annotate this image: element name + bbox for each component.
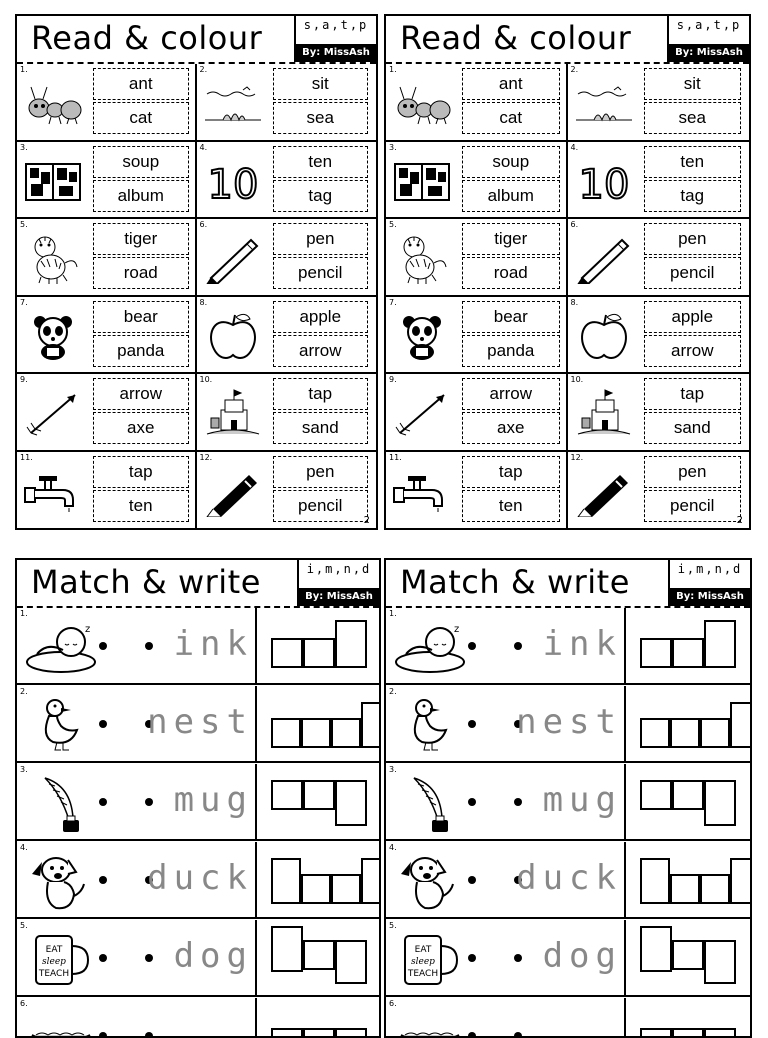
- tiger-icon: [392, 233, 452, 285]
- arrow-icon: [23, 388, 83, 440]
- letter-box[interactable]: [640, 780, 672, 810]
- word-cell: [17, 374, 197, 452]
- svg-text:EAT: EAT: [45, 945, 63, 955]
- album-icon: [23, 156, 83, 208]
- letter-box[interactable]: [700, 874, 730, 904]
- word-option[interactable]: ten: [644, 146, 742, 178]
- match-dot[interactable]: [99, 1032, 107, 1038]
- sleeping-baby-icon: [392, 618, 468, 678]
- word-option[interactable]: tap: [273, 378, 369, 410]
- item-number: 5.: [389, 220, 397, 230]
- focus-letters: i,m,n,d: [677, 562, 743, 576]
- item-number: 6.: [20, 999, 28, 1008]
- letter-box[interactable]: [271, 638, 303, 668]
- match-row: [386, 686, 750, 763]
- item-number: 7.: [389, 297, 397, 307]
- duck-icon: [392, 696, 468, 756]
- item-number: 3.: [389, 142, 397, 152]
- item-number: 8.: [199, 297, 208, 307]
- word-option[interactable]: sand: [644, 412, 742, 444]
- word-cell: [568, 142, 750, 220]
- ten-icon: [574, 156, 634, 208]
- pencil-icon: [203, 233, 263, 285]
- letter-box[interactable]: [672, 780, 704, 810]
- svg-text:10: 10: [578, 161, 629, 204]
- apple-icon: [203, 311, 263, 363]
- svg-text:10: 10: [207, 161, 258, 204]
- word-option[interactable]: arrow: [644, 335, 742, 367]
- letter-box[interactable]: [640, 858, 670, 904]
- match-left-column: [386, 998, 626, 1038]
- match-row: [17, 842, 379, 919]
- word-cell: [197, 297, 377, 375]
- word-option[interactable]: tiger: [462, 223, 560, 255]
- dog-icon: [23, 852, 99, 912]
- item-number: 8.: [570, 297, 579, 307]
- letter-box[interactable]: [670, 874, 700, 904]
- word-option[interactable]: axe: [93, 412, 189, 444]
- letter-box[interactable]: [335, 620, 367, 668]
- word-grid: [17, 64, 376, 528]
- letter-box[interactable]: [640, 718, 670, 748]
- word-option[interactable]: pencil: [273, 490, 369, 522]
- word-cell: [197, 452, 377, 530]
- word-option[interactable]: sea: [273, 102, 369, 134]
- svg-text:TEACH: TEACH: [38, 969, 70, 979]
- match-left-column: [386, 842, 626, 917]
- page-number: 2: [736, 515, 743, 526]
- match-left-column: [386, 608, 626, 683]
- match-dot[interactable]: [468, 720, 476, 728]
- word-option[interactable]: panda: [93, 335, 189, 367]
- mug-icon: [23, 930, 99, 990]
- letter-box[interactable]: [640, 926, 672, 972]
- ant-icon: [392, 78, 452, 130]
- word-option[interactable]: tap: [644, 378, 742, 410]
- item-number: 6.: [199, 220, 208, 230]
- word-option[interactable]: axe: [462, 412, 560, 444]
- item-number: 1.: [389, 65, 397, 74]
- trace-word: nest: [516, 702, 622, 742]
- word-option[interactable]: soup: [93, 146, 189, 178]
- word-option[interactable]: sea: [644, 102, 742, 134]
- letter-box[interactable]: [271, 1028, 303, 1038]
- word-cell: [197, 374, 377, 452]
- word-cell: [17, 452, 197, 530]
- word-option[interactable]: ten: [93, 490, 189, 522]
- word-cell: [386, 219, 568, 297]
- word-option[interactable]: album: [93, 180, 189, 212]
- word-option[interactable]: ant: [462, 68, 560, 100]
- trace-word: dog: [173, 936, 253, 976]
- letter-box[interactable]: [704, 940, 736, 984]
- word-cell: [386, 297, 568, 375]
- letter-tag: [297, 560, 379, 606]
- pencil-icon: [574, 233, 634, 285]
- word-option[interactable]: tag: [644, 180, 742, 212]
- letter-box[interactable]: [271, 926, 303, 972]
- word-option[interactable]: tap: [93, 456, 189, 488]
- word-cell: [568, 64, 750, 142]
- trace-word: dog: [542, 936, 622, 976]
- match-dot[interactable]: [99, 642, 107, 650]
- ant-icon: [23, 78, 83, 130]
- sheet-title: Read & colour: [31, 19, 263, 57]
- match-row: [17, 920, 379, 997]
- word-cell: [17, 64, 197, 142]
- svg-text:z: z: [85, 624, 91, 635]
- word-option[interactable]: tiger: [93, 223, 189, 255]
- read-colour-sheet-left: [15, 14, 378, 530]
- match-left-column: [386, 686, 626, 761]
- svg-text:sleep: sleep: [411, 957, 435, 967]
- word-option[interactable]: apple: [273, 301, 369, 333]
- letter-box[interactable]: [730, 858, 752, 904]
- word-option[interactable]: pencil: [644, 257, 742, 289]
- item-number: 4.: [20, 843, 28, 852]
- letter-box[interactable]: [303, 638, 335, 668]
- letter-box[interactable]: [704, 1028, 736, 1038]
- word-option[interactable]: pencil: [273, 257, 369, 289]
- match-dot[interactable]: [99, 720, 107, 728]
- letter-box[interactable]: [301, 874, 331, 904]
- sheet-title: Read & colour: [400, 19, 632, 57]
- word-cell: [386, 452, 568, 530]
- tap-icon: [23, 466, 83, 518]
- item-number: 2.: [199, 65, 208, 74]
- letter-box[interactable]: [672, 638, 704, 668]
- item-number: 10.: [570, 375, 584, 385]
- match-write-sheet-right: [384, 558, 752, 1038]
- match-left-column: [17, 764, 257, 839]
- word-cell: [17, 297, 197, 375]
- author-byline: By: MissAsh: [296, 44, 376, 62]
- match-row: [386, 998, 750, 1038]
- word-cell: [197, 64, 377, 142]
- word-option[interactable]: arrow: [273, 335, 369, 367]
- letter-box[interactable]: [640, 1028, 672, 1038]
- svg-text:TEACH: TEACH: [407, 969, 439, 979]
- word-grid: [386, 64, 749, 528]
- sea-icon: [574, 78, 634, 130]
- match-left-column: [17, 842, 257, 917]
- word-cell: [568, 374, 750, 452]
- svg-text:EAT: EAT: [414, 945, 432, 955]
- item-number: 6.: [389, 999, 397, 1008]
- pen-icon: [574, 466, 634, 518]
- trace-word: mug: [542, 780, 622, 820]
- word-option[interactable]: arrow: [462, 378, 560, 410]
- trace-word: ink: [542, 624, 622, 664]
- item-number: 11.: [20, 453, 33, 462]
- trace-word: mug: [173, 780, 253, 820]
- match-left-column: [386, 920, 626, 995]
- sheet-header: [17, 560, 379, 608]
- match-row: [17, 608, 379, 685]
- item-number: 2.: [570, 65, 579, 74]
- item-number: 12.: [199, 453, 213, 462]
- word-option[interactable]: panda: [462, 335, 560, 367]
- letter-box[interactable]: [730, 702, 752, 748]
- letter-box[interactable]: [361, 858, 381, 904]
- sleeping-baby-icon: [23, 618, 99, 678]
- letter-box[interactable]: [335, 1028, 367, 1038]
- item-number: 1.: [389, 609, 397, 618]
- author-byline: By: MissAsh: [670, 588, 750, 606]
- item-number: 4.: [570, 142, 579, 152]
- item-number: 1.: [20, 65, 28, 74]
- letter-box[interactable]: [331, 874, 361, 904]
- letter-box[interactable]: [271, 718, 301, 748]
- trace-word: ink: [173, 624, 253, 664]
- match-row: [17, 764, 379, 841]
- word-cell: [386, 142, 568, 220]
- arrow-icon: [392, 388, 452, 440]
- word-option[interactable]: pen: [273, 456, 369, 488]
- match-dot[interactable]: [514, 1032, 522, 1038]
- match-dot[interactable]: [145, 1032, 153, 1038]
- dog-icon: [392, 852, 468, 912]
- letter-tag: [668, 560, 750, 606]
- letter-box[interactable]: [301, 718, 331, 748]
- word-cell: [197, 219, 377, 297]
- svg-text:sleep: sleep: [42, 957, 66, 967]
- nest-icon: [392, 1008, 468, 1038]
- word-option[interactable]: bear: [93, 301, 189, 333]
- word-cell: [568, 297, 750, 375]
- letter-box[interactable]: [704, 780, 736, 826]
- word-cell: [568, 219, 750, 297]
- letter-box[interactable]: [335, 940, 367, 984]
- match-left-column: [17, 686, 257, 761]
- letter-box[interactable]: [271, 858, 301, 904]
- letter-tag: [667, 16, 749, 62]
- match-row: [386, 764, 750, 841]
- word-option[interactable]: bear: [462, 301, 560, 333]
- tap-icon: [392, 466, 452, 518]
- match-dot[interactable]: [468, 954, 476, 962]
- duck-icon: [23, 696, 99, 756]
- word-option[interactable]: ant: [93, 68, 189, 100]
- word-option[interactable]: pen: [273, 223, 369, 255]
- match-left-column: [386, 764, 626, 839]
- nest-icon: [23, 1008, 99, 1038]
- letter-box[interactable]: [700, 718, 730, 748]
- letter-box[interactable]: [672, 940, 704, 970]
- panda-icon: [23, 311, 83, 363]
- word-cell: [17, 142, 197, 220]
- author-byline: By: MissAsh: [669, 44, 749, 62]
- word-cell: [386, 374, 568, 452]
- letter-box[interactable]: [331, 718, 361, 748]
- panda-icon: [392, 311, 452, 363]
- word-option[interactable]: apple: [644, 301, 742, 333]
- word-option[interactable]: sit: [273, 68, 369, 100]
- word-option[interactable]: tag: [273, 180, 369, 212]
- match-write-sheet-left: [15, 558, 381, 1038]
- pen-icon: [203, 466, 263, 518]
- sandcastle-icon: [574, 388, 634, 440]
- item-number: 9.: [389, 375, 397, 385]
- sheet-header: [386, 560, 750, 608]
- word-option[interactable]: pen: [644, 223, 742, 255]
- letter-box[interactable]: [271, 780, 303, 810]
- letter-box[interactable]: [670, 718, 700, 748]
- ten-icon: [203, 156, 263, 208]
- match-row: [17, 686, 379, 763]
- match-left-column: [17, 608, 257, 683]
- sheet-title: Match & write: [31, 563, 261, 601]
- match-left-column: [17, 920, 257, 995]
- letter-box[interactable]: [672, 1028, 704, 1038]
- word-option[interactable]: pen: [644, 456, 742, 488]
- item-number: 1.: [20, 609, 28, 618]
- word-option[interactable]: ten: [462, 490, 560, 522]
- trace-word: nest: [147, 702, 253, 742]
- match-dot[interactable]: [468, 1032, 476, 1038]
- word-option[interactable]: sit: [644, 68, 742, 100]
- match-row: [17, 998, 379, 1038]
- item-number: 12.: [570, 453, 584, 462]
- match-dot[interactable]: [99, 876, 107, 884]
- item-number: 2.: [389, 687, 397, 696]
- letter-tag: [294, 16, 376, 62]
- word-option[interactable]: tap: [462, 456, 560, 488]
- item-number: 3.: [20, 142, 28, 152]
- apple-icon: [574, 311, 634, 363]
- sandcastle-icon: [203, 388, 263, 440]
- word-cell: [17, 219, 197, 297]
- svg-text:z: z: [454, 624, 460, 635]
- sea-icon: [203, 78, 263, 130]
- letter-box[interactable]: [704, 620, 736, 668]
- item-number: 5.: [389, 921, 397, 930]
- match-row: [386, 920, 750, 997]
- sheet-header: [17, 16, 376, 64]
- item-number: 10.: [199, 375, 213, 385]
- trace-word: duck: [147, 858, 253, 898]
- focus-letters: s,a,t,p: [676, 18, 742, 32]
- word-option[interactable]: album: [462, 180, 560, 212]
- word-cell: [197, 142, 377, 220]
- read-colour-sheet-right: [384, 14, 751, 530]
- word-cell: [386, 64, 568, 142]
- letter-box[interactable]: [335, 780, 367, 826]
- match-row: [386, 608, 750, 685]
- word-option[interactable]: soup: [462, 146, 560, 178]
- author-byline: By: MissAsh: [299, 588, 379, 606]
- word-option[interactable]: sand: [273, 412, 369, 444]
- match-dot[interactable]: [99, 798, 107, 806]
- word-option[interactable]: ten: [273, 146, 369, 178]
- match-dot[interactable]: [468, 798, 476, 806]
- sheet-header: [386, 16, 749, 64]
- letter-box[interactable]: [361, 702, 381, 748]
- match-row: [386, 842, 750, 919]
- match-left-column: [17, 998, 257, 1038]
- item-number: 11.: [389, 453, 402, 462]
- trace-word: duck: [516, 858, 622, 898]
- word-option[interactable]: pencil: [644, 490, 742, 522]
- album-icon: [392, 156, 452, 208]
- letter-box[interactable]: [303, 940, 335, 970]
- match-dot[interactable]: [468, 642, 476, 650]
- tiger-icon: [23, 233, 83, 285]
- word-option[interactable]: arrow: [93, 378, 189, 410]
- item-number: 4.: [199, 142, 208, 152]
- word-option[interactable]: cat: [462, 102, 560, 134]
- letter-box[interactable]: [640, 638, 672, 668]
- item-number: 7.: [20, 297, 28, 307]
- item-number: 2.: [20, 687, 28, 696]
- sheet-title: Match & write: [400, 563, 630, 601]
- page-number: 2: [363, 515, 370, 526]
- letter-box[interactable]: [303, 1028, 335, 1038]
- item-number: 3.: [20, 765, 28, 774]
- item-number: 3.: [389, 765, 397, 774]
- item-number: 5.: [20, 921, 28, 930]
- item-number: 9.: [20, 375, 28, 385]
- focus-letters: s,a,t,p: [303, 18, 369, 32]
- word-option[interactable]: road: [93, 257, 189, 289]
- word-cell: [568, 452, 750, 530]
- match-dot[interactable]: [468, 876, 476, 884]
- mug-icon: [392, 930, 468, 990]
- item-number: 6.: [570, 220, 579, 230]
- item-number: 5.: [20, 220, 28, 230]
- quill-ink-icon: [23, 774, 99, 834]
- quill-ink-icon: [392, 774, 468, 834]
- word-option[interactable]: road: [462, 257, 560, 289]
- focus-letters: i,m,n,d: [306, 562, 372, 576]
- word-option[interactable]: cat: [93, 102, 189, 134]
- match-dot[interactable]: [99, 954, 107, 962]
- item-number: 4.: [389, 843, 397, 852]
- letter-box[interactable]: [303, 780, 335, 810]
